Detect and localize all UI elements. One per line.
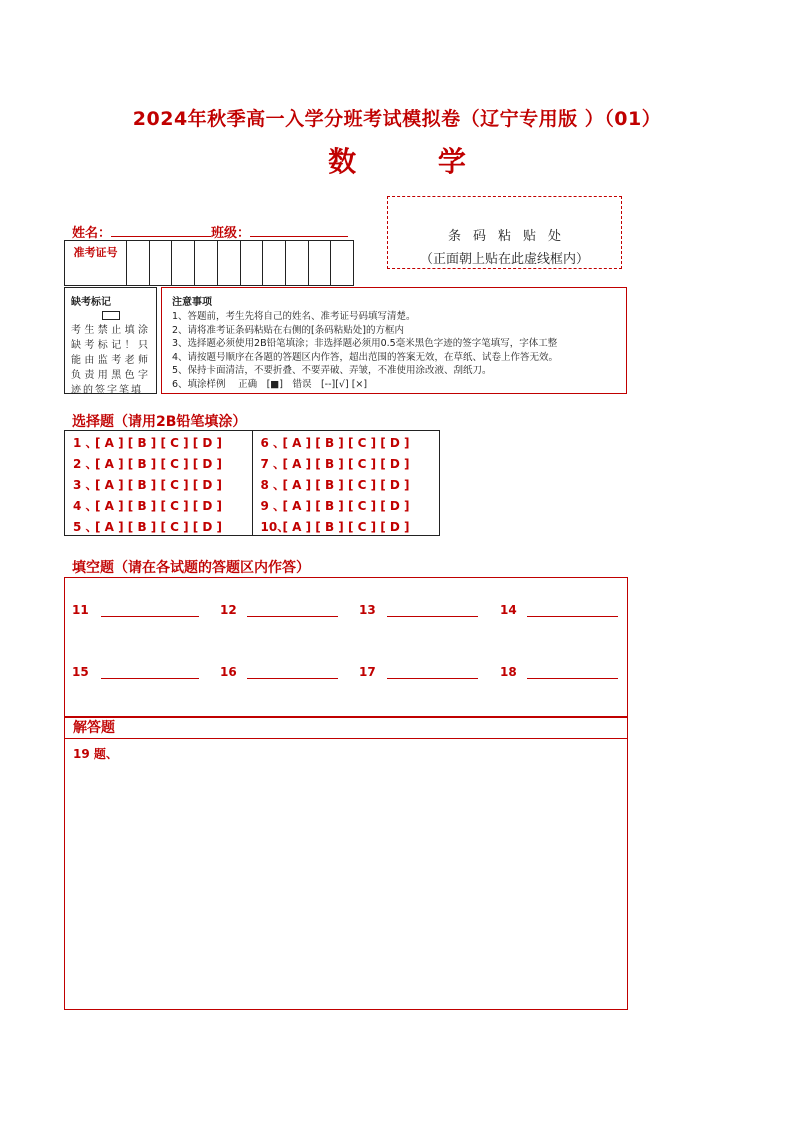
mc-number: 4 、 [73, 499, 98, 513]
mc-options[interactable]: [ A ] [ B ] [ C ] [ D ] [95, 520, 223, 534]
mc-options[interactable]: [ A ] [ B ] [ C ] [ D ] [282, 457, 410, 471]
mc-question-row[interactable] [261, 475, 440, 496]
mc-question-row[interactable] [261, 517, 440, 538]
mc-options[interactable]: [ A ] [ B ] [ C ] [ D ] [282, 436, 410, 450]
name-field[interactable] [111, 224, 211, 237]
exam-id-cell[interactable] [195, 241, 218, 285]
blank-item [359, 665, 376, 679]
blank-item [72, 603, 89, 617]
notice-item: 6、填涂样例 正确 [■] 错误 [--][√] [×] [172, 378, 368, 390]
fill-blank-area [64, 577, 628, 717]
answer-area-q19[interactable] [64, 739, 628, 1010]
blank-number: 17 [359, 665, 376, 679]
mc-number: 6 、 [260, 436, 286, 450]
notice-item: 4、请按题号顺序在各题的答题区内作答，超出范围的答案无效，在草纸、试卷上作答无效。 [172, 351, 559, 363]
exam-title: 2024年秋季高一入学分班考试模拟卷（辽宁专用版 ）（01） [132, 108, 662, 130]
exam-id-cell[interactable] [218, 241, 241, 285]
blank-number: 15 [72, 665, 89, 679]
blank-answer-line[interactable] [247, 616, 338, 617]
blank-answer-line[interactable] [527, 678, 618, 679]
notice-box [161, 287, 627, 394]
class-field[interactable] [250, 224, 348, 237]
absent-title: 缺考标记 [71, 297, 111, 308]
mc-question-row[interactable] [73, 517, 252, 538]
mc-number: 3 、 [73, 478, 98, 492]
absent-text: 考生禁止填涂缺考标记！只能由监考老师负责用黑色字迹的签字笔填 [71, 325, 150, 396]
exam-id-cell[interactable] [331, 241, 353, 285]
class-label: 班级： [211, 226, 251, 241]
blank-number: 11 [72, 603, 89, 617]
blank-answer-line[interactable] [101, 616, 199, 617]
mc-question-row[interactable] [73, 433, 252, 454]
fill-blank-title: 填空题（请在各试题的答题区内作答） [72, 560, 310, 576]
blank-answer-line[interactable] [387, 616, 478, 617]
blank-number: 16 [220, 665, 237, 679]
mc-options[interactable]: [ A ] [ B ] [ C ] [ D ] [282, 478, 410, 492]
mc-question-row[interactable] [73, 454, 252, 475]
mc-options[interactable]: [ A ] [ B ] [ C ] [ D ] [95, 457, 223, 471]
question-19-label: 19 题、 [73, 747, 118, 761]
subject-title: 数 学 [328, 145, 502, 178]
mc-number: 10、 [260, 520, 290, 534]
mc-number: 2 、 [73, 457, 98, 471]
mc-question-row[interactable] [261, 433, 440, 454]
mc-number: 5 、 [73, 520, 98, 534]
exam-id-cell[interactable] [127, 241, 150, 285]
exam-id-grid [64, 240, 354, 286]
exam-id-cell[interactable] [263, 241, 286, 285]
exam-id-cell[interactable] [286, 241, 309, 285]
blank-answer-line[interactable] [527, 616, 618, 617]
name-class-row [72, 222, 348, 241]
mc-number: 9 、 [260, 499, 286, 513]
exam-id-cell[interactable] [150, 241, 173, 285]
mc-question-row[interactable] [73, 496, 252, 517]
blank-item [220, 665, 237, 679]
mc-number: 7 、 [260, 457, 286, 471]
mc-options[interactable]: [ A ] [ B ] [ C ] [ D ] [95, 499, 223, 513]
blank-item [359, 603, 376, 617]
multiple-choice-title: 选择题（请用2B铅笔填涂） [72, 414, 247, 430]
blank-answer-line[interactable] [387, 678, 478, 679]
blank-item [72, 665, 89, 679]
mc-options[interactable]: [ A ] [ B ] [ C ] [ D ] [95, 436, 223, 450]
barcode-area [387, 196, 622, 269]
notice-item: 2、请将准考证条码粘贴在右侧的[条码粘贴处]的方框内 [172, 324, 404, 336]
blank-item [500, 665, 517, 679]
mc-number: 1 、 [73, 436, 98, 450]
exam-id-cell[interactable] [309, 241, 332, 285]
exam-id-label: 准考证号 [65, 241, 127, 285]
blank-number: 13 [359, 603, 376, 617]
absent-mark-box [64, 287, 157, 394]
blank-item [500, 603, 517, 617]
exam-id-cell[interactable] [241, 241, 264, 285]
blank-number: 14 [500, 603, 517, 617]
exam-id-cell[interactable] [172, 241, 195, 285]
answer-section-title: 解答题 [64, 717, 628, 739]
barcode-note: （正面朝上贴在此虚线框内） [419, 252, 589, 267]
mc-options[interactable]: [ A ] [ B ] [ C ] [ D ] [282, 499, 410, 513]
multiple-choice-grid [64, 430, 440, 536]
mc-column-right [253, 431, 440, 535]
notice-item: 3、选择题必须使用2B铅笔填涂；非选择题必须用0.5毫米黑色字迹的签字笔填写，字体工整 [172, 338, 558, 349]
mc-options[interactable]: [ A ] [ B ] [ C ] [ D ] [95, 478, 223, 492]
absent-checkbox[interactable] [102, 311, 120, 320]
name-label: 姓名： [72, 226, 112, 241]
blank-item [220, 603, 237, 617]
mc-options[interactable]: [ A ] [ B ] [ C ] [ D ] [282, 520, 410, 534]
blank-answer-line[interactable] [247, 678, 338, 679]
mc-question-row[interactable] [73, 475, 252, 496]
notice-title: 注意事项 [172, 297, 212, 308]
notice-item: 5、保持卡面清洁，不要折叠、不要弄破、弄皱，不准使用涂改液、刮纸刀。 [172, 365, 492, 376]
blank-number: 12 [220, 603, 237, 617]
mc-column-left [65, 431, 253, 535]
blank-answer-line[interactable] [101, 678, 199, 679]
notice-item: 1、答题前，考生先将自己的姓名、准考证号码填写清楚。 [172, 311, 416, 322]
blank-number: 18 [500, 665, 517, 679]
barcode-label: 条码粘贴处 [447, 229, 573, 244]
mc-question-row[interactable] [261, 454, 440, 475]
mc-question-row[interactable] [261, 496, 440, 517]
mc-number: 8 、 [260, 478, 286, 492]
